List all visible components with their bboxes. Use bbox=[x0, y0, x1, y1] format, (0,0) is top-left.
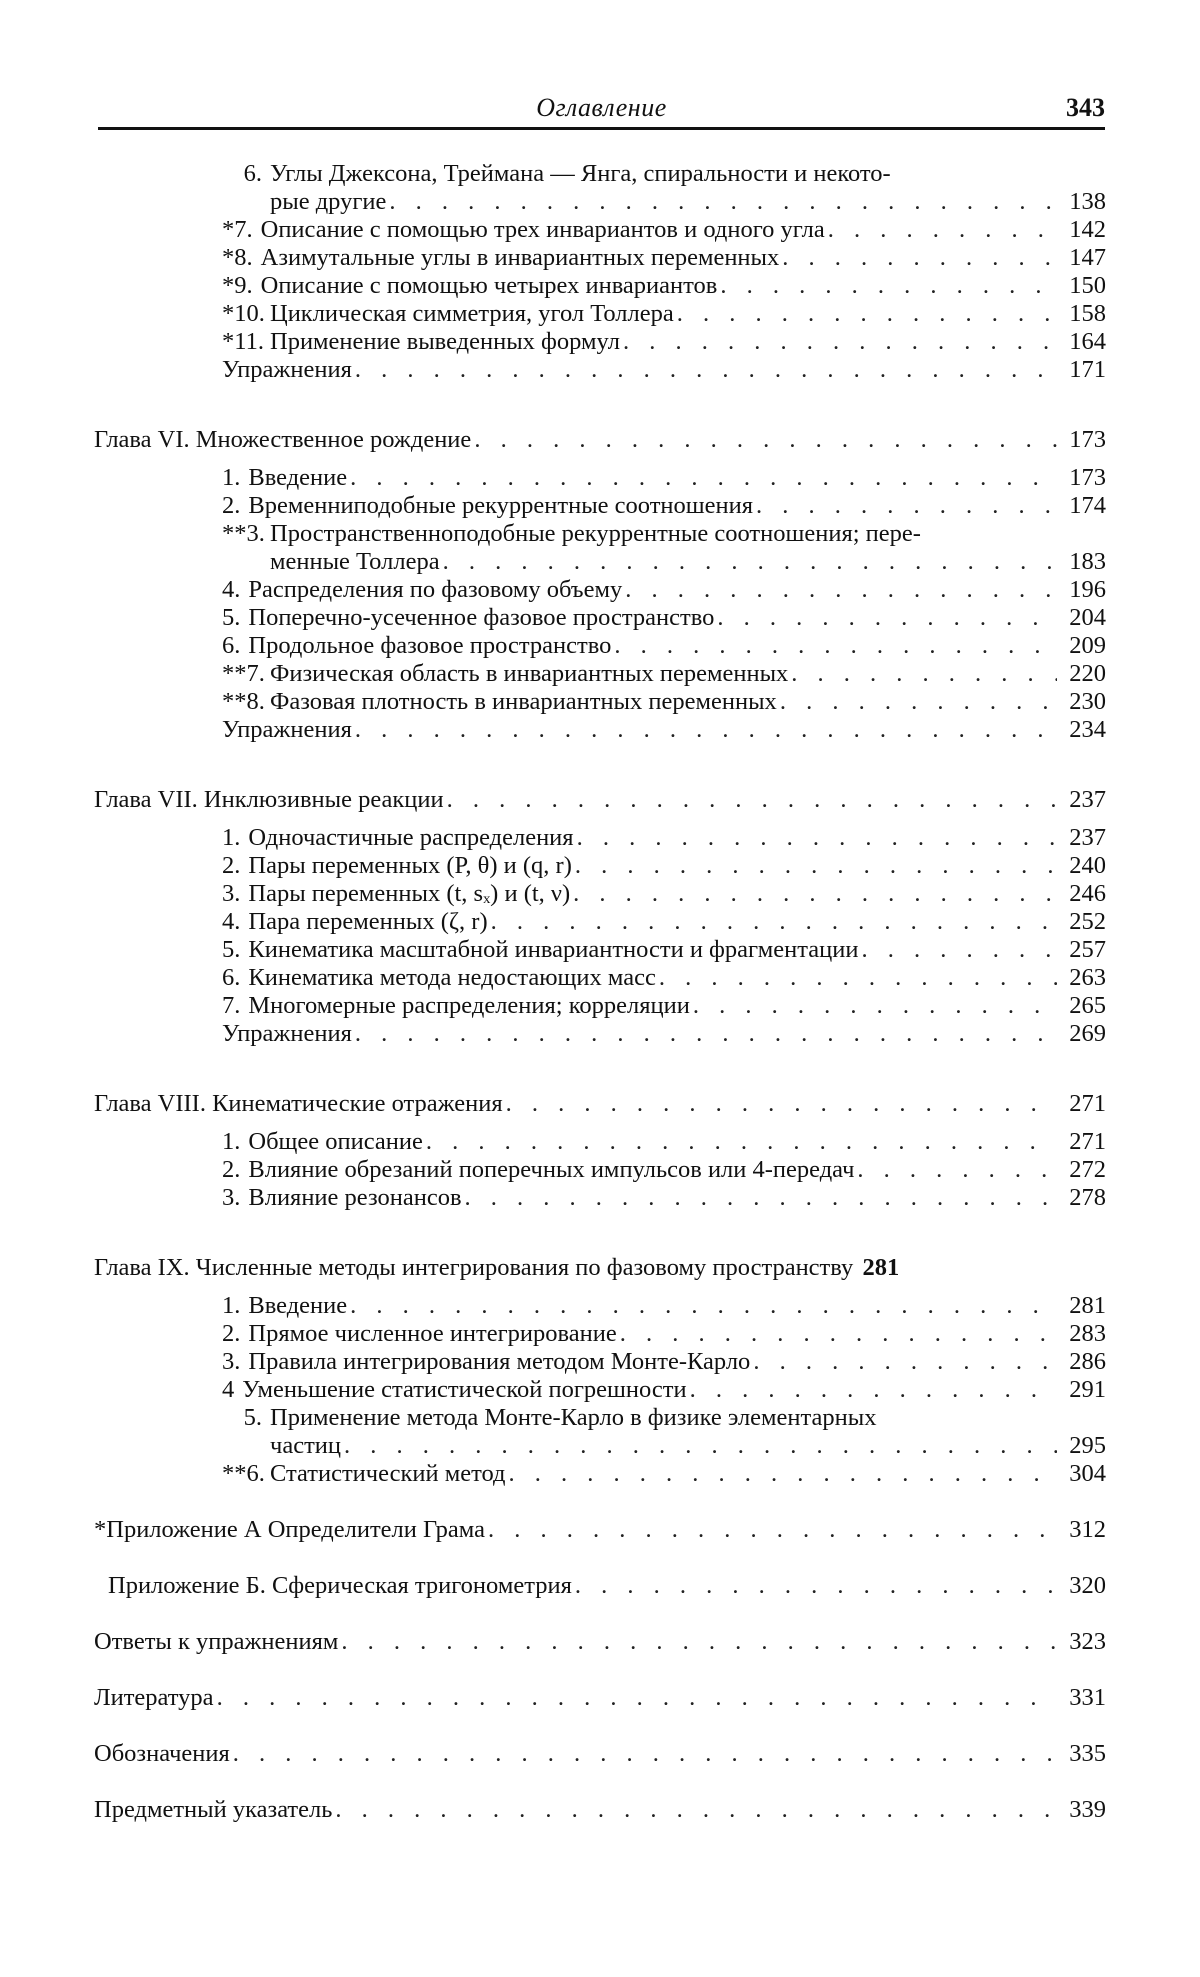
dot-leader bbox=[693, 992, 1057, 1020]
dot-leader bbox=[355, 716, 1057, 744]
toc-back-matter-entry bbox=[94, 1796, 1106, 1824]
dot-leader bbox=[625, 576, 1057, 604]
entry-title: Общее описание bbox=[248, 1128, 423, 1155]
entry-page: 147 bbox=[1069, 244, 1106, 271]
entry-page: 269 bbox=[1069, 1020, 1106, 1047]
entry-number: 2. bbox=[222, 492, 241, 519]
entry-title-line1: Применение метода Монте-Карло в физике элементарных bbox=[270, 1404, 877, 1431]
toc-entry bbox=[94, 660, 1106, 688]
toc-entry bbox=[94, 1128, 1106, 1156]
entry-page: 196 bbox=[1069, 576, 1106, 603]
toc-entry-continuation bbox=[94, 1432, 1106, 1460]
dot-leader bbox=[720, 272, 1057, 300]
toc-entry bbox=[94, 936, 1106, 964]
dot-leader bbox=[344, 1432, 1057, 1460]
entry-number: 1. bbox=[222, 464, 241, 491]
toc-entry bbox=[94, 1320, 1106, 1348]
toc-entry-exercises bbox=[94, 716, 1106, 744]
entry-number: 2. bbox=[222, 852, 241, 879]
entry-page: 252 bbox=[1069, 908, 1106, 935]
dot-leader bbox=[620, 1320, 1057, 1348]
entry-title: Упражнения bbox=[222, 1020, 352, 1047]
entry-page: 174 bbox=[1069, 492, 1106, 519]
entry-page: 286 bbox=[1069, 1348, 1106, 1375]
toc-entry bbox=[94, 576, 1106, 604]
toc-entry-list bbox=[94, 576, 1106, 716]
toc-entry bbox=[94, 824, 1106, 852]
entry-page: 150 bbox=[1069, 272, 1106, 299]
dot-leader bbox=[756, 492, 1057, 520]
dot-leader bbox=[857, 1156, 1057, 1184]
toc-entry bbox=[94, 244, 1106, 272]
entry-page: 257 bbox=[1069, 936, 1106, 963]
entry-page: 304 bbox=[1069, 1460, 1106, 1487]
dot-leader bbox=[355, 1020, 1057, 1048]
entry-title: Одночастичные распределения bbox=[248, 824, 574, 851]
entry-page: 138 bbox=[1069, 188, 1106, 215]
dot-leader bbox=[350, 464, 1057, 492]
dot-leader bbox=[233, 1740, 1057, 1768]
toc-back-matter-entry bbox=[94, 1740, 1106, 1768]
toc-entry bbox=[94, 632, 1106, 660]
entry-title-line2: менные Толлера bbox=[270, 548, 440, 575]
dot-leader bbox=[508, 1460, 1057, 1488]
entry-title: Применение выведенных формул bbox=[270, 328, 620, 355]
entry-title: Пара переменных (ζ, r) bbox=[248, 908, 488, 935]
chapter-page: 281 bbox=[862, 1254, 900, 1281]
toc-chapter-7 bbox=[94, 786, 1106, 814]
toc-entry bbox=[94, 992, 1106, 1020]
chapter-page: 271 bbox=[1069, 1090, 1106, 1117]
entry-number: 1. bbox=[222, 1292, 241, 1319]
toc-entry bbox=[94, 1292, 1106, 1320]
entry-title: Кинематика метода недостающих масс bbox=[248, 964, 656, 991]
entry-page: 335 bbox=[1069, 1740, 1106, 1767]
entry-page: 281 bbox=[1069, 1292, 1106, 1319]
entry-title: Поперечно-усеченное фазовое пространство bbox=[248, 604, 715, 631]
dot-leader bbox=[690, 1376, 1057, 1404]
entry-title-line1: Углы Джексона, Треймана — Янга, спиральности и некото- bbox=[270, 160, 891, 187]
entry-number: 6. bbox=[243, 160, 262, 187]
toc-entry bbox=[94, 688, 1106, 716]
toc-entry bbox=[94, 604, 1106, 632]
entry-number: 4 bbox=[222, 1376, 235, 1403]
dot-leader bbox=[780, 688, 1057, 716]
entry-number: *8. bbox=[222, 244, 253, 271]
entry-number: 6. bbox=[222, 632, 241, 659]
toc-back-matter-entry bbox=[94, 1684, 1106, 1712]
entry-page: 234 bbox=[1069, 716, 1106, 743]
toc-entry-list bbox=[94, 216, 1106, 356]
entry-title: Уменьшение статистической погрешности bbox=[242, 1376, 687, 1403]
entry-page: 272 bbox=[1069, 1156, 1106, 1183]
toc-chapter-6 bbox=[94, 426, 1106, 454]
dot-leader bbox=[577, 824, 1057, 852]
entry-number: 4. bbox=[222, 908, 241, 935]
toc-entry bbox=[94, 492, 1106, 520]
entry-title: Правила интегрирования методом Монте-Карло bbox=[248, 1348, 751, 1375]
entry-page: 237 bbox=[1069, 824, 1106, 851]
chapter-title: Глава IX. Численные методы интегрирования по фазовому пространству bbox=[94, 1254, 854, 1281]
entry-title: Кинематика масштабной инвариантности и фрагментации bbox=[248, 936, 859, 963]
entry-number: *10. bbox=[222, 300, 265, 327]
entry-title: Предметный указатель bbox=[94, 1796, 333, 1823]
dot-leader bbox=[341, 1628, 1057, 1656]
entry-title: Обозначения bbox=[94, 1740, 230, 1767]
entry-title: Упражнения bbox=[222, 356, 352, 383]
entry-number: 5. bbox=[222, 936, 241, 963]
dot-leader bbox=[491, 908, 1057, 936]
dot-leader bbox=[426, 1128, 1057, 1156]
entry-page: 295 bbox=[1069, 1432, 1106, 1459]
chapter-title: Глава VI. Множественное рождение bbox=[94, 426, 472, 453]
entry-page: 291 bbox=[1069, 1376, 1106, 1403]
dot-leader bbox=[614, 632, 1057, 660]
entry-title: Влияние резонансов bbox=[248, 1184, 462, 1211]
toc-back-matter bbox=[94, 1516, 1106, 1824]
entry-title: Описание с помощью четырех инвариантов bbox=[260, 272, 718, 299]
entry-title: Статистический метод bbox=[270, 1460, 506, 1487]
dot-leader bbox=[861, 936, 1057, 964]
dot-leader bbox=[782, 244, 1057, 272]
dot-leader bbox=[791, 660, 1057, 688]
entry-number: 5. bbox=[243, 1404, 262, 1431]
dot-leader bbox=[350, 1292, 1057, 1320]
entry-title-line1: Пространственноподобные рекуррентные соотношения; пере- bbox=[270, 520, 921, 547]
entry-title: Многомерные распределения; корреляции bbox=[248, 992, 690, 1019]
entry-page: 283 bbox=[1069, 1320, 1106, 1347]
page-number: 343 bbox=[1066, 93, 1105, 122]
toc-entry-continuation bbox=[94, 548, 1106, 576]
toc-chapter-8 bbox=[94, 1090, 1106, 1118]
dot-leader bbox=[575, 1572, 1057, 1600]
toc-chapter-9 bbox=[94, 1254, 1106, 1282]
entry-title: Распределения по фазовому объему bbox=[248, 576, 623, 603]
entry-page: 204 bbox=[1069, 604, 1106, 631]
entry-number: 4. bbox=[222, 576, 241, 603]
entry-title: Прямое численное интегрирование bbox=[248, 1320, 617, 1347]
entry-page: 312 bbox=[1069, 1516, 1106, 1543]
toc-entry bbox=[94, 300, 1106, 328]
chapter-title: Глава VIII. Кинематические отражения bbox=[94, 1090, 503, 1117]
entry-title: Азимутальные углы в инвариантных переменных bbox=[260, 244, 780, 271]
entry-page: 173 bbox=[1069, 464, 1106, 491]
entry-page: 278 bbox=[1069, 1184, 1106, 1211]
dot-leader bbox=[447, 786, 1057, 814]
entry-page: 209 bbox=[1069, 632, 1106, 659]
toc-entry bbox=[94, 1184, 1106, 1212]
entry-number: 3. bbox=[222, 1184, 241, 1211]
entry-number: 3. bbox=[222, 880, 241, 907]
entry-number: **8. bbox=[222, 688, 265, 715]
toc-entry bbox=[94, 464, 1106, 492]
entry-page: 339 bbox=[1069, 1796, 1106, 1823]
entry-number: **3. bbox=[222, 520, 265, 547]
toc-back-matter-entry bbox=[94, 1572, 1106, 1600]
entry-page: 323 bbox=[1069, 1628, 1106, 1655]
dot-leader bbox=[575, 852, 1057, 880]
entry-title: *Приложение А Определители Грама bbox=[94, 1516, 485, 1543]
toc-entry bbox=[94, 964, 1106, 992]
entry-title: Литература bbox=[94, 1684, 214, 1711]
entry-number: **6. bbox=[222, 1460, 265, 1487]
dot-leader bbox=[677, 300, 1057, 328]
entry-title: Пары переменных (t, sₓ) и (t, ν) bbox=[248, 880, 571, 907]
entry-title-line2: рые другие bbox=[270, 188, 387, 215]
entry-page: 263 bbox=[1069, 964, 1106, 991]
dot-leader bbox=[474, 426, 1057, 454]
entry-page: 271 bbox=[1069, 1128, 1106, 1155]
toc-entry bbox=[94, 1348, 1106, 1376]
toc-back-matter-entry bbox=[94, 1628, 1106, 1656]
entry-title: Пары переменных (P, θ) и (q, r) bbox=[248, 852, 572, 879]
dot-leader bbox=[217, 1684, 1057, 1712]
entry-page: 183 bbox=[1069, 548, 1106, 575]
toc-entry bbox=[94, 328, 1106, 356]
toc-entry-exercises bbox=[94, 356, 1106, 384]
running-header bbox=[98, 93, 1105, 130]
toc-entry-list bbox=[94, 824, 1106, 1020]
entry-number: 6. bbox=[222, 964, 241, 991]
chapter-title: Глава VII. Инклюзивные реакции bbox=[94, 786, 444, 813]
toc-entry bbox=[94, 216, 1106, 244]
dot-leader bbox=[753, 1348, 1057, 1376]
entry-page: 230 bbox=[1069, 688, 1106, 715]
entry-number: *9. bbox=[222, 272, 253, 299]
toc-entry bbox=[94, 272, 1106, 300]
entry-number: **7. bbox=[222, 660, 265, 687]
toc-entry bbox=[94, 1376, 1106, 1404]
dot-leader bbox=[623, 328, 1057, 356]
dot-leader bbox=[443, 548, 1057, 576]
toc-back-matter-entry bbox=[94, 1516, 1106, 1544]
entry-page: 240 bbox=[1069, 852, 1106, 879]
dot-leader bbox=[717, 604, 1057, 632]
entry-number: 5. bbox=[222, 604, 241, 631]
entry-page: 164 bbox=[1069, 328, 1106, 355]
entry-title-line2: частиц bbox=[270, 1432, 341, 1459]
entry-number: 7. bbox=[222, 992, 241, 1019]
toc-entry bbox=[94, 852, 1106, 880]
entry-title: Фазовая плотность в инвариантных переменных bbox=[270, 688, 777, 715]
running-title: Оглавление bbox=[536, 93, 667, 122]
entry-number: *7. bbox=[222, 216, 253, 243]
toc-entry bbox=[94, 908, 1106, 936]
table-of-contents bbox=[94, 160, 1106, 1824]
entry-title: Приложение Б. Сферическая тригонометрия bbox=[108, 1572, 572, 1599]
toc-entry-wrapped bbox=[94, 520, 1106, 548]
entry-page: 320 bbox=[1069, 1572, 1106, 1599]
toc-entry-list bbox=[94, 1460, 1106, 1488]
dot-leader bbox=[355, 356, 1057, 384]
entry-number: 2. bbox=[222, 1156, 241, 1183]
entry-title: Ответы к упражнениям bbox=[94, 1628, 339, 1655]
chapter-page: 173 bbox=[1069, 426, 1106, 453]
dot-leader bbox=[573, 880, 1057, 908]
dot-leader bbox=[506, 1090, 1057, 1118]
entry-title: Продольное фазовое пространство bbox=[248, 632, 612, 659]
chapter-page: 237 bbox=[1069, 786, 1106, 813]
toc-entry bbox=[94, 1156, 1106, 1184]
entry-number: 2. bbox=[222, 1320, 241, 1347]
entry-page: 142 bbox=[1069, 216, 1106, 243]
entry-page: 158 bbox=[1069, 300, 1106, 327]
entry-page: 246 bbox=[1069, 880, 1106, 907]
dot-leader bbox=[659, 964, 1057, 992]
entry-title: Влияние обрезаний поперечных импульсов или 4-передач bbox=[248, 1156, 855, 1183]
dot-leader bbox=[828, 216, 1057, 244]
toc-entry-wrapped-first bbox=[94, 160, 1106, 188]
entry-title: Введение bbox=[248, 464, 348, 491]
dot-leader bbox=[389, 188, 1057, 216]
entry-page: 220 bbox=[1069, 660, 1106, 687]
entry-title: Циклическая симметрия, угол Толлера bbox=[270, 300, 674, 327]
dot-leader bbox=[488, 1516, 1057, 1544]
entry-title: Временниподобные рекуррентные соотношения bbox=[248, 492, 754, 519]
entry-title: Физическая область в инвариантных переменных bbox=[270, 660, 789, 687]
toc-entry bbox=[94, 880, 1106, 908]
dot-leader bbox=[335, 1796, 1057, 1824]
toc-entry-list bbox=[94, 1292, 1106, 1404]
entry-title: Упражнения bbox=[222, 716, 352, 743]
entry-page: 265 bbox=[1069, 992, 1106, 1019]
toc-entry-continuation bbox=[94, 188, 1106, 216]
toc-entry-wrapped bbox=[94, 1404, 1106, 1432]
toc-entry-list bbox=[94, 464, 1106, 520]
entry-number: 3. bbox=[222, 1348, 241, 1375]
entry-title: Введение bbox=[248, 1292, 348, 1319]
entry-page: 171 bbox=[1069, 356, 1106, 383]
dot-leader bbox=[465, 1184, 1057, 1212]
entry-number: 1. bbox=[222, 824, 241, 851]
toc-entry bbox=[94, 1460, 1106, 1488]
entry-number: 1. bbox=[222, 1128, 241, 1155]
toc-entry-list bbox=[94, 1128, 1106, 1212]
entry-number: *11. bbox=[222, 328, 264, 355]
toc-entry-exercises bbox=[94, 1020, 1106, 1048]
entry-page: 331 bbox=[1069, 1684, 1106, 1711]
entry-title: Описание с помощью трех инвариантов и одного угла bbox=[260, 216, 825, 243]
